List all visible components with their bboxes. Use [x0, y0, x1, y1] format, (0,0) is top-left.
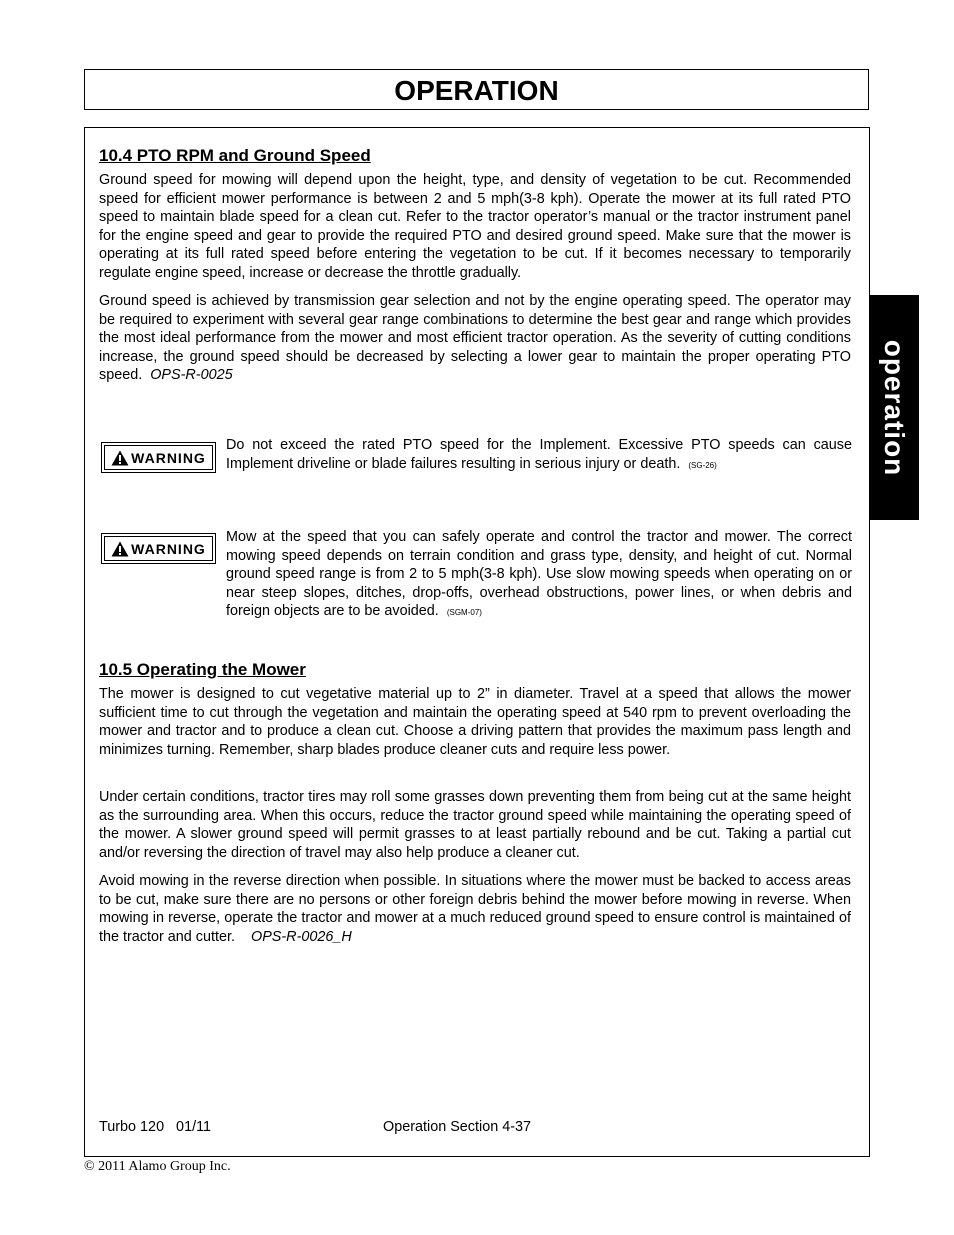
page-header-title: OPERATION: [394, 75, 559, 106]
warning-code: (SG-26): [688, 460, 717, 470]
footer-page-number: Operation Section 4-37: [383, 1119, 531, 1135]
warning-badge-1: [101, 442, 216, 473]
paragraph-10-4-2: [99, 292, 851, 385]
side-tab-label: operation: [879, 339, 910, 476]
paragraph-text: Ground speed is achieved by transmission gear selection and not by the engine operating speed. The operator may be required to experiment with several gear range combinations to determine the best gear and range which provides the most ideal performance from the mower and most efficient tractor operation. As the severity of cutting conditions increase, the ground speed should be decreased by selecting a lower gear to maintain the proper operating PTO speed.: [99, 293, 851, 384]
warning-text-2: [226, 528, 852, 623]
warning-message: Mow at the speed that you can safely operate and control the tractor and mower. The correct mowing speed depends on terrain condition and grass type, density, and height of cut. Normal ground speed range is from 2 to 5 mph(3-8 kph). Use slow mowing speeds when operating on or near steep slopes, ditches, drop-offs, overhead obstructions, power lines, or when debris and foreign objects are to be avoided.: [226, 529, 852, 620]
warning-badge-2: [101, 533, 216, 564]
paragraph-10-5-1: The mower is designed to cut vegetative material up to 2” in diameter. Travel at a speed that allows the mower sufficient time to cut through the vegetation and maintain the operating speed at 540 rpm to prevent overloading the mower and tractor and to produce a clean cut. Choose a driving pattern that provides the maximum pass length and minimizes turning. Remember, sharp blades produce cleaner cuts and require less power.: [99, 686, 851, 758]
reference-code: OPS-R-0026_H: [251, 928, 352, 945]
section-heading-10-4: 10.4 PTO RPM and Ground Speed: [99, 146, 371, 165]
footer-model-date: Turbo 120 01/11: [99, 1119, 212, 1135]
reference-code: OPS-R-0025: [150, 367, 233, 384]
warning-triangle-icon: [111, 541, 129, 557]
warning-text-1: [226, 436, 852, 475]
warning-code: (SGM-07): [446, 608, 482, 618]
warning-triangle-icon: [111, 450, 129, 466]
copyright-notice: © 2011 Alamo Group Inc.: [84, 1159, 231, 1174]
side-section-tab: [869, 295, 919, 520]
header-box: [84, 69, 869, 110]
paragraph-10-5-3: [99, 872, 851, 946]
warning-badge-label: WARNING: [131, 449, 206, 466]
paragraph-text: Avoid mowing in the reverse direction when possible. In situations where the mower must be backed to access areas to be cut, make sure there are no persons or other foreign debris behind the mower before mowing in reverse. When mowing in reverse, operate the tractor and mower at a much reduced ground speed to ensure control is maintained of the tractor and cutter.: [99, 873, 851, 945]
paragraph-10-5-2: Under certain conditions, tractor tires may roll some grasses down preventing them from being cut at the same height as the surrounding area. When this occurs, reduce the tractor ground speed while maintaining the operating speed of the mower. A slower ground speed will permit grasses to at least partially rebound and be cut. Taking a partial cut and/or reversing the direction of travel may also help produce a cleaner cut.: [99, 789, 851, 861]
warning-badge-label: WARNING: [131, 540, 206, 557]
paragraph-10-4-1: Ground speed for mowing will depend upon the height, type, and density of vegetation to be cut. Recommended speed for efficient mower performance is between 2 and 5 mph(3-8 kph). Operate the mower at its full rated PTO speed to maintain blade speed for a clean cut. Refer to the tractor operator’s manual or the tractor instrument panel for the engine speed and gear to provide the required PTO and desired ground speed. Make sure that the mower is operating at its full rated speed before entering the vegetation to be cut. If it becomes necessary to temporarily regulate engine speed, increase or decrease the throttle gradually.: [99, 172, 851, 281]
section-heading-10-5: 10.5 Operating the Mower: [99, 660, 306, 679]
warning-message: Do not exceed the rated PTO speed for the Implement. Excessive PTO speeds can cause Implement driveline or blade failures resulting in serious injury or death.: [226, 437, 852, 472]
